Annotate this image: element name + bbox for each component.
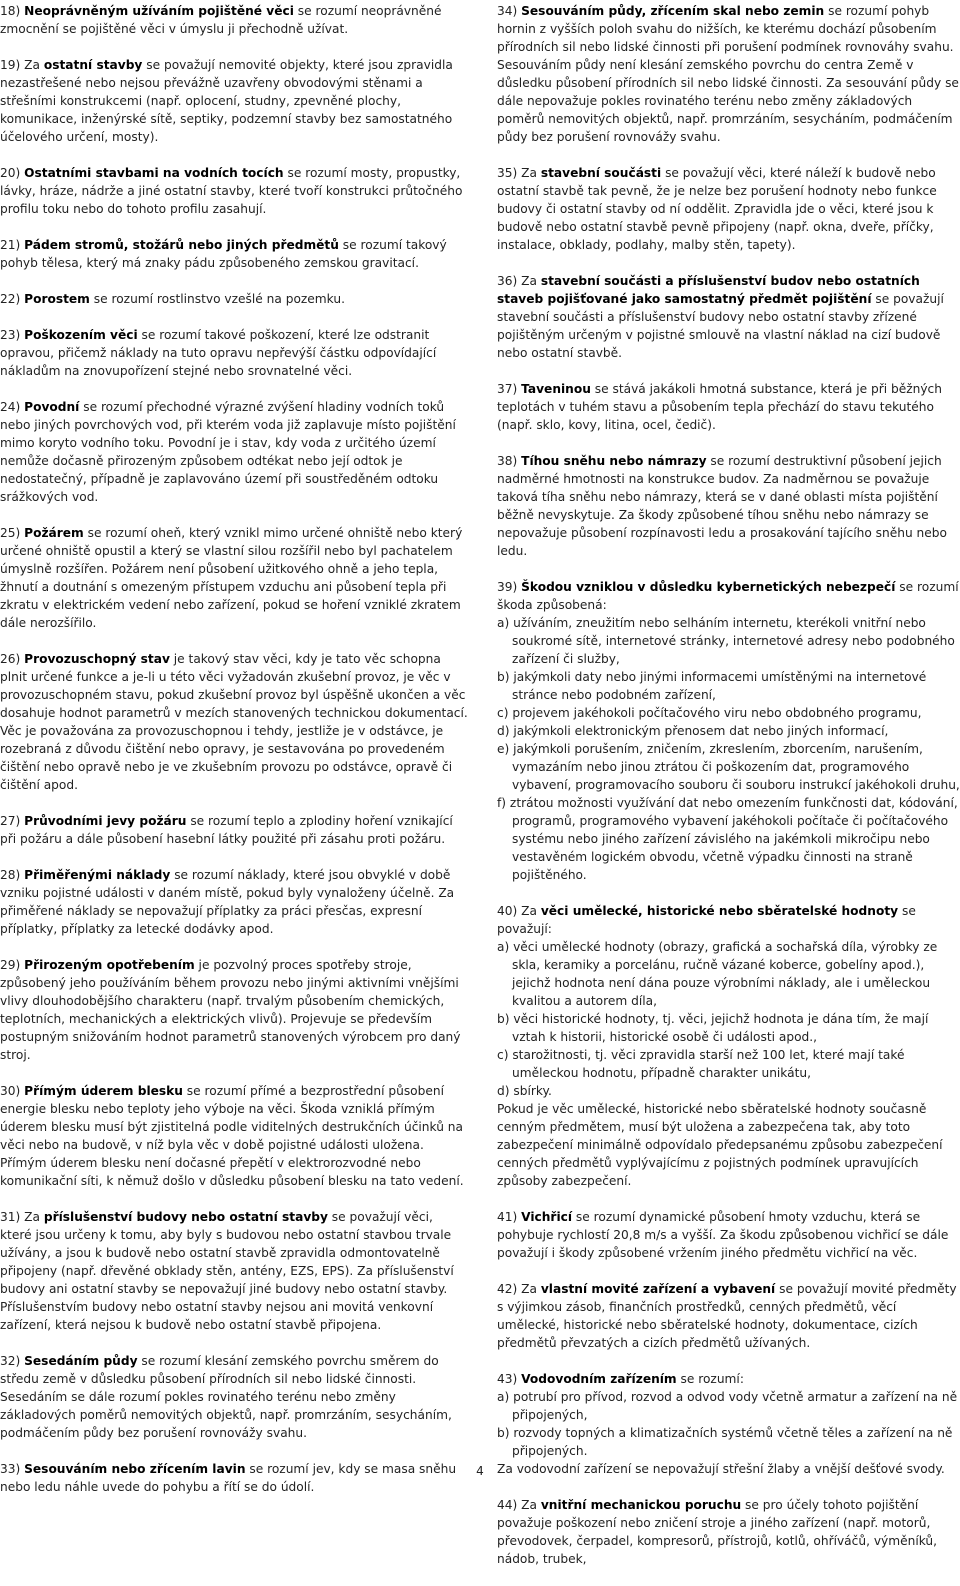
definition-run: se rozumí:	[676, 1372, 744, 1386]
definition-text	[0, 164, 468, 218]
defined-term: Tíhou sněhu nebo námrazy	[521, 454, 707, 468]
definition-run: se rozumí teplo a zplodiny hoření vznikající při požáru a dále působení hasební látky použité při zásahu proti požáru.	[0, 814, 453, 846]
list-item: c) starožitnosti, tj. věci zpravidla starší než 100 let, které mají také uměleckou hodnotu, případně charakter unikátu,	[497, 1048, 905, 1080]
definition-run: se pro účely tohoto pojištění považuje poškození nebo zničení stroje a jiného zařízení (např. motorů, převodovek, čerpadel, kompresorů, přístrojů, kotlů, ohříváčů, výměníků, nádob, trubek,	[497, 1498, 938, 1566]
definition-run: se rozumí klesání zemského povrchu směrem do středu země v důsledku působení přírodních sil nebo lidské činnosti. Sesedáním se dále rozumí pokles rovinatého terénu nebo změny základových poměrů nemovitých objektů, např. promrzáním, sesycháním, podmáčením půdy bez porušení rovnovážy svahu.	[0, 1354, 452, 1440]
definition-text	[0, 56, 468, 146]
page-number: 4	[476, 1464, 484, 1478]
defined-term: ostatní stavby	[43, 58, 143, 72]
definition-number: 44)	[497, 1498, 518, 1512]
defined-term: vlastní movité zařízení a vybavení	[540, 1282, 776, 1296]
definition-number: 41)	[497, 1210, 518, 1224]
definition-run: se rozumí přechodné výrazné zvýšení hladiny vodních toků nebo jiných povrchových vod, při kterém voda již zaplavuje místo pojištění mimo koryto vodního toku. Povodní je i stav, kdy voda z určitého území nemůže dočasně přirozeným způsobem odtékat nebo její odtok je nedostatečný, případně je zaplavováno území při soustředěném odtoku srážkových vod.	[0, 400, 456, 504]
definition-run: Za	[521, 274, 541, 288]
definition-41	[497, 1208, 960, 1262]
definition-text	[0, 1208, 468, 1334]
definition-number: 20)	[0, 166, 21, 180]
defined-term: příslušenství budovy nebo ostatní stavby	[43, 1210, 328, 1224]
definition-number: 21)	[0, 238, 21, 252]
list-item: d) jakýmkoli elektronickým přenosem dat nebo jiných informací,	[497, 724, 889, 738]
definition-text	[497, 272, 960, 362]
definition-run: Za	[521, 1282, 541, 1296]
definition-number: 24)	[0, 400, 21, 414]
definition-text	[497, 902, 960, 938]
defined-term: Sesouváním půdy, zřícením skal nebo zemin	[521, 4, 825, 18]
defined-term: Průvodními jevy požáru	[24, 814, 187, 828]
definition-number: 19)	[0, 58, 21, 72]
definition-run: se rozumí takový pohyb tělesa, který má znaky pádu způsobeného zemskou gravitací.	[0, 238, 447, 270]
definition-run: se rozumí oheň, který vznikl mimo určené ohniště nebo který určené ohniště opustil a který se vlastní silou rozšířil nebo byl pachatelem úmyslně rozšířen. Požárem není působení užitkového ohně a jeho tepla, žhnutí a doutnání s omezeným přístupem vzduchu ani působení tepla při zkratu v elektrickém vedení nebo zařízení, pokud se hoření vzniklé zkratem dále nerozšířilo.	[0, 526, 463, 630]
definition-text	[497, 578, 960, 614]
definition-27	[0, 812, 468, 848]
definition-text	[497, 2, 960, 146]
definition-text	[0, 1082, 468, 1190]
definition-number: 35)	[497, 166, 518, 180]
defined-term: Přirozeným opotřebením	[24, 958, 195, 972]
definition-23	[0, 326, 468, 380]
definition-19	[0, 56, 468, 146]
definition-number: 32)	[0, 1354, 21, 1368]
definition-number: 39)	[497, 580, 518, 594]
list-item: a) užíváním, zneužitím nebo selháním internetu, kterékoli vnitřní nebo soukromé sítě, internetové stránky, internetové adresy nebo podobného zařízení či služby,	[497, 616, 955, 666]
definition-37	[497, 380, 960, 434]
definition-30	[0, 1082, 468, 1190]
definition-number: 34)	[497, 4, 518, 18]
defined-term: stavební součásti	[540, 166, 662, 180]
definition-20	[0, 164, 468, 218]
definition-36	[497, 272, 960, 362]
defined-term: Škodou vzniklou v důsledku kybernetických nebezpečí	[521, 580, 896, 594]
definition-run: se rozumí škoda způsobená:	[497, 580, 959, 612]
definition-text	[497, 1208, 960, 1262]
left-column	[0, 2, 468, 1514]
definition-number: 18)	[0, 4, 21, 18]
defined-term: Vichřicí	[521, 1210, 573, 1224]
defined-term: Taveninou	[521, 382, 591, 396]
definition-number: 27)	[0, 814, 21, 828]
definition-note: Za vodovodní zařízení se nepovažují střešní žlaby a vnější dešťové svody.	[497, 1462, 945, 1476]
definition-text	[497, 1496, 960, 1568]
defined-term: Povodní	[24, 400, 80, 414]
defined-term: věci umělecké, historické nebo sběratelské hodnoty	[540, 904, 899, 918]
definition-text	[0, 650, 468, 794]
definition-42	[497, 1280, 960, 1352]
definition-run: se rozumí takové poškození, které lze odstranit opravou, přičemž náklady na tuto opravu nepřevýší částku odpovídající nákladům na znovupořízení stejné nebo srovnatelné věci.	[0, 328, 437, 378]
list-item: c) projevem jakéhokoli počítačového viru nebo obdobného programu,	[497, 706, 922, 720]
definition-number: 38)	[497, 454, 518, 468]
definition-text	[0, 326, 468, 380]
definition-text	[497, 164, 960, 254]
definition-text	[0, 956, 468, 1064]
definition-40	[497, 902, 960, 1190]
definition-39	[497, 578, 960, 884]
defined-term: Přiměřenými náklady	[24, 868, 171, 882]
definition-34	[497, 2, 960, 146]
definition-run: se považují:	[497, 904, 916, 936]
list-item: a) věci umělecké hodnoty (obrazy, grafická a sochařská díla, výrobky ze skla, keramiky a porcelánu, ručně vázané koberce, gobelíny apod.), jejichž hodnota není dána pouze výrobními náklady, ale i uměleckou kvalitou a autorem díla,	[497, 940, 938, 1008]
definition-run: se považují stavební součásti a příslušenství budovy nebo ostatní stavby zřízené pojištěným určeným v pojistné smlouvě na vlastní náklad na cizí budově nebo ostatní stavbě.	[497, 292, 944, 360]
list-item: b) rozvody topných a klimatizačních systémů včetně těles a zařízení na ně připojených.	[497, 1426, 953, 1458]
definition-number: 36)	[497, 274, 518, 288]
definition-44	[497, 1496, 960, 1568]
definition-text	[497, 452, 960, 560]
definition-text	[0, 236, 468, 272]
definition-run: se rozumí rostlinstvo vzešlé na pozemku.	[89, 292, 345, 306]
right-column	[497, 2, 960, 1586]
definition-text	[0, 1352, 468, 1442]
definition-run: Za	[24, 58, 44, 72]
list-item: b) jakýmkoli daty nebo jinými informacemi umístěnými na internetové stránce nebo podobném zařízení,	[497, 670, 927, 702]
list-item: f) ztrátou možnosti využívání dat nebo omezením funkčnosti dat, kódování, programů, programového vybavení jakéhokoli počítače či počítačového systému nebo jiného zařízení závislého na jakémkoli mikročipu nebo vestavěném logickém obvodu, včetně výpadku činnosti na straně pojištěného.	[497, 796, 958, 882]
defined-term: stavební součásti a příslušenství budov nebo ostatních staveb pojišťované jako samostatný předmět pojištění	[497, 274, 920, 306]
definition-text	[497, 1370, 960, 1388]
definition-run: se rozumí dynamické působení hmoty vzduchu, která se pohybuje rychlostí 20,8 m/s a vyšší. Za škodu způsobenou vichřicí se dále považují i škody způsobené vržením jiného předmětu vichřicí na věc.	[497, 1210, 949, 1260]
definition-run: se považují věci, které náleží k budově nebo ostatní stavbě tak pevně, že je nelze bez porušení hodnoty nebo funkce budovy či ostatní stavby od ní oddělit. Zpravidla jde o věci, které jsou k budově nebo ostatní stavbě pevně připojeny (např. okna, dveře, příčky, instalace, obklady, podlahy, malby stěn, tapety).	[497, 166, 937, 252]
defined-term: Přímým úderem blesku	[24, 1084, 183, 1098]
definition-31	[0, 1208, 468, 1334]
defined-term: vnitřní mechanickou poruchu	[540, 1498, 742, 1512]
definition-text	[0, 2, 468, 38]
definition-run: Za	[521, 1498, 541, 1512]
definition-text	[0, 524, 468, 632]
defined-term: Sesedáním půdy	[24, 1354, 138, 1368]
definition-number: 33)	[0, 1462, 21, 1476]
list-item: a) potrubí pro přívod, rozvod a odvod vody včetně armatur a zařízení na ně připojených,	[497, 1390, 958, 1422]
list-item: e) jakýmkoli porušením, zničením, zkreslením, zborcením, narušením, vymazáním nebo jinou ztrátou či poškozením dat, programového vybavení, programovacího souboru či souboru instrukcí jakéhokoli druhu,	[497, 742, 960, 792]
definition-number: 30)	[0, 1084, 21, 1098]
defined-term: Provozuschopný stav	[24, 652, 170, 666]
definition-run: Za	[521, 166, 541, 180]
definition-21	[0, 236, 468, 272]
definition-number: 37)	[497, 382, 518, 396]
defined-term: Neoprávněným užíváním pojištěné věci	[24, 4, 294, 18]
definition-text	[0, 812, 468, 848]
definition-run: se považují nemovité objekty, které jsou zpravidla nezastřešené nebo nejsou převážně uzavřeny obvodovými stěnami a střešními konstrukcemi (např. oplocení, studny, zpevněné plochy, komunikace, inženýrské sítě, septiky, podzemní stavby bez samostatného účelového určení, mosty).	[0, 58, 453, 144]
definition-29	[0, 956, 468, 1064]
definition-run: se považují movité předměty s výjimkou zásob, finančních prostředků, cenných předmětů, věcí umělecké, historické nebo sběratelské hodnoty, dokumentace, cizích předmětů převzatých a cizích předmětů užívaných.	[497, 1282, 957, 1350]
defined-term: Poškozením věci	[24, 328, 138, 342]
definition-run: se rozumí pohyb hornin z vyšších poloh svahu do nižších, ke kterému dochází působením přírodních sil nebo lidské činnosti při porušení podmínek rovnováhy svahu. Sesouváním půdy není klesání zemského povrchu do centra Země v důsledku působení přírodních sil nebo lidské činnosti. Za sesouvání půdy se dále nepovažuje pokles rovinatého terénu nebo změny základových poměrů nemovitých objektů, např. promrzáním, sesycháním, podmáčením půdy bez porušení rovnovážy svahu.	[497, 4, 959, 144]
list-item: b) věci historické hodnoty, tj. věci, jejichž hodnota je dána tím, že mají vztah k historii, historické osobě či události apod.,	[497, 1012, 929, 1044]
definition-run: se rozumí náklady, které jsou obvyklé v době vzniku pojistné události v daném místě, pokud byly vynaloženy účelně. Za přiměřené náklady se nepovažují příplatky za práci přesčas, expresní příplatky, příplatky za letecké dodávky apod.	[0, 868, 455, 936]
definition-22	[0, 290, 468, 308]
defined-term: Vodovodním zařízením	[521, 1372, 677, 1386]
definition-number: 28)	[0, 868, 21, 882]
definition-35	[497, 164, 960, 254]
defined-term: Pádem stromů, stožárů nebo jiných předmětů	[24, 238, 339, 252]
definition-run: je takový stav věci, kdy je tato věc schopna plnit určené funkce a je-li u této věci vyžadován zkušební provoz, je věc v provozuschopném stavu, pokud zkušební provoz byl úspěšně ukončen a věc dosahuje hodnot parametrů v mezích stanovených technickou dokumentací. Věc je považována za provozuschopnou i tehdy, jestliže je v odstávce, je rozebraná z důvodu čištění nebo opravy, je sestavována po provedeném čištění nebo opravě nebo je ve zkušebním provozu po odstávce, opravě či čištění apod.	[0, 652, 468, 792]
definition-number: 43)	[497, 1372, 518, 1386]
definition-number: 23)	[0, 328, 21, 342]
definition-run: se rozumí jev, kdy se masa sněhu nebo ledu náhle uvede do pohybu a řítí se do údolí.	[0, 1462, 457, 1494]
definition-run: se stává jakákoli hmotná substance, která je při běžných teplotách v tuhém stavu a působením tepla přechází do stavu tekutého (např. sklo, kovy, litina, ocel, čedič).	[497, 382, 942, 432]
defined-term: Sesouváním nebo zřícením lavin	[24, 1462, 246, 1476]
definition-32	[0, 1352, 468, 1442]
defined-term: Porostem	[24, 292, 90, 306]
definition-28	[0, 866, 468, 938]
definition-run: se rozumí neoprávněné zmocnění se pojištěné věci v úmyslu ji přechodně užívat.	[0, 4, 442, 36]
definition-number: 40)	[497, 904, 518, 918]
definition-run: se rozumí destruktivní působení jejich nadměrné hmotnosti na konstrukce budov. Za nadměrnou se považuje taková tíha sněhu nebo námrazy, která se v dané oblasti místa pojištění běžně nevyskytuje. Za škody způsobené tíhou sněhu nebo námrazy se nepovažuje působení rozpínavosti ledu a prosakování tajícího sněhu nebo ledu.	[497, 454, 947, 558]
definition-number: 22)	[0, 292, 21, 306]
definition-number: 29)	[0, 958, 21, 972]
definition-number: 25)	[0, 526, 21, 540]
definition-number: 26)	[0, 652, 21, 666]
definition-run: se rozumí přímé a bezprostřední působení energie blesku nebo teploty jeho výboje na věci. Škoda vzniklá přímým úderem blesku musí být zjistitelná podle viditelných destrukčních účinků na věci nebo na budově, v níž byla věc v době pojistné události uložena. Přímým úderem blesku není dočasné přepětí v elektrorozvodné nebo komunikační síti, k němuž došlo v důsledku působení blesku na tato vedení.	[0, 1084, 464, 1188]
definition-text	[0, 398, 468, 506]
definition-text	[497, 1280, 960, 1352]
definition-text	[497, 380, 960, 434]
defined-term: Ostatními stavbami na vodních tocích	[24, 166, 284, 180]
definition-24	[0, 398, 468, 506]
definition-number: 31)	[0, 1210, 21, 1224]
definition-text	[0, 866, 468, 938]
definition-18	[0, 2, 468, 38]
definition-run: Za	[521, 904, 541, 918]
definition-number: 42)	[497, 1282, 518, 1296]
definition-run: je pozvolný proces spotřeby stroje, způsobený jeho používáním během provozu nebo jinými aktivními vnějšími vlivy dlouhodobějšího charakteru (např. trvalým působením chemických, teplotních, mechanických a elektrických vlivů). Projevuje se především postupným snižováním hodnot parametrů stanovených výrobcem pro daný stroj.	[0, 958, 461, 1062]
list-item: d) sbírky.	[497, 1084, 552, 1098]
definition-25	[0, 524, 468, 632]
definition-run: se rozumí mosty, propustky, lávky, hráze, nádrže a jiné ostatní stavby, které tvoří konstrukci průtočného profilu toku nebo do tohoto profilu zasahují.	[0, 166, 463, 216]
definition-run: se považují věci, které jsou určeny k tomu, aby byly s budovou nebo ostatní stavbou trvale užívány, a jsou k budově nebo ostatní stavbě zpravidla odmontovatelně připojeny (např. dřevěné obklady stěn, antény, EZS, EPS). Za příslušenství budovy ani ostatní stavby se nepovažují jiné budovy nebo ostatní stavby. Příslušenstvím budovy nebo ostatní stavby nejsou ani movitá venkovní zařízení, která nejsou k budově nebo ostatní stavbě připojena.	[0, 1210, 454, 1332]
definition-text	[0, 290, 468, 308]
definition-note: Pokud je věc umělecké, historické nebo sběratelské hodnoty současně cenným předmětem, musí být uložena a zabezpečena tak, aby toto zabezpečení minimálně odpovídalo předepsanému způsobu zabezpečení cenných předmětů vyplývajícímu z pojistných podmínek upravujících způsoby zabezpečení.	[497, 1102, 943, 1188]
definition-26	[0, 650, 468, 794]
definition-38	[497, 452, 960, 560]
defined-term: Požárem	[24, 526, 84, 540]
definition-run: Za	[24, 1210, 44, 1224]
